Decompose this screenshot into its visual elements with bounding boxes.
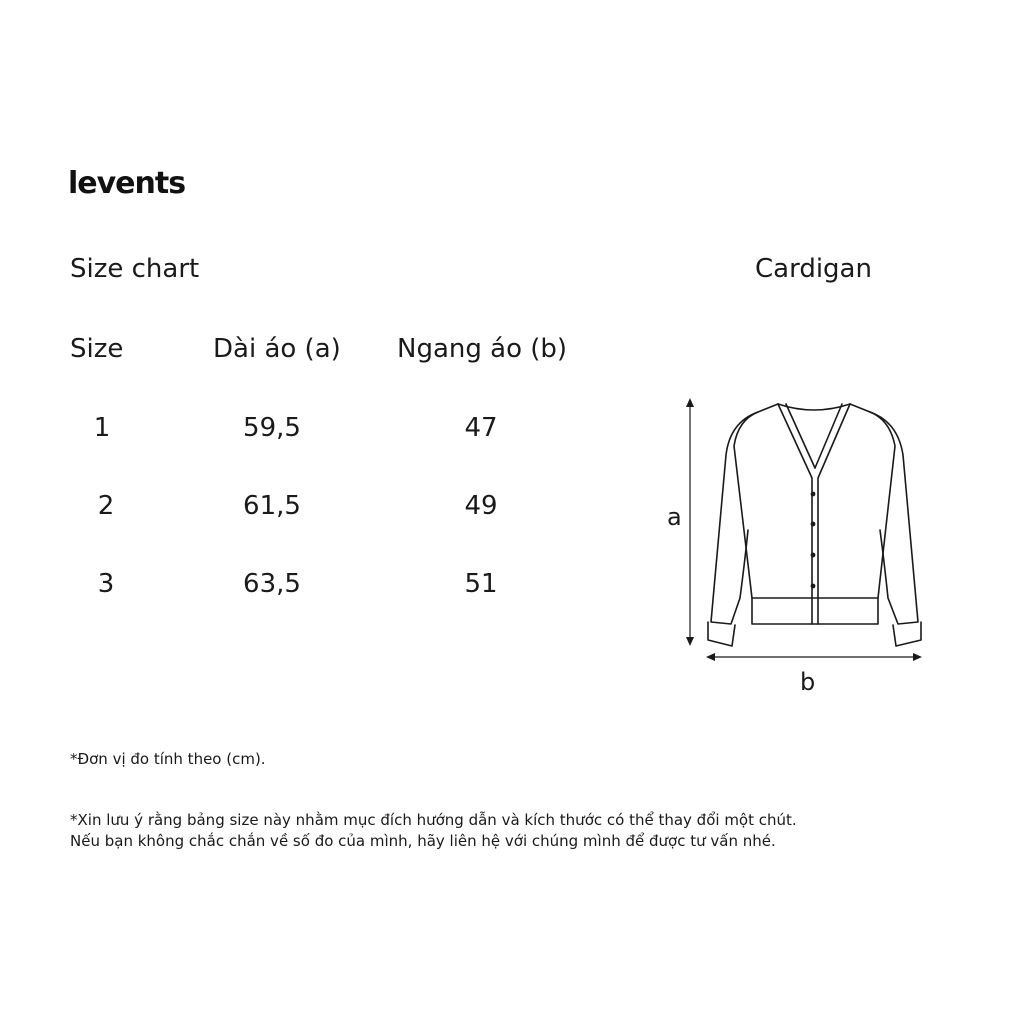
table-cell-length: 63,5 <box>243 569 301 599</box>
label-a: a <box>667 503 682 531</box>
button-icon <box>811 553 816 558</box>
cardigan-left-cuff <box>708 622 735 646</box>
button-icon <box>811 584 816 589</box>
arrow-head-left-icon <box>706 653 715 661</box>
cardigan-collar-left <box>778 404 812 624</box>
cardigan-right-cuff <box>893 622 921 646</box>
table-cell-size: 3 <box>97 569 115 599</box>
disclaimer-line-1: *Xin lưu ý rằng bảng size này nhằm mục đích hướng dẫn và kích thước có thể thay đổi một chút. <box>70 811 797 829</box>
product-name: Cardigan <box>755 254 872 284</box>
brand-logo: levents <box>68 166 186 201</box>
table-cell-size: 1 <box>93 413 111 443</box>
cardigan-collar-right <box>818 404 850 624</box>
arrow-head-down-icon <box>686 637 694 646</box>
button-icon <box>811 522 816 527</box>
label-b: b <box>800 668 816 696</box>
cardigan-diagram <box>660 390 930 700</box>
table-cell-length: 61,5 <box>243 491 301 521</box>
page-title: Size chart <box>70 254 200 284</box>
table-cell-size: 2 <box>97 491 115 521</box>
button-icon <box>811 492 816 497</box>
cardigan-neckline-inner-right <box>815 404 842 468</box>
table-cell-width: 49 <box>464 491 498 521</box>
arrow-head-right-icon <box>913 653 922 661</box>
header-width: Ngang áo (b) <box>397 334 568 364</box>
header-length: Dài áo (a) <box>213 334 341 364</box>
arrow-head-up-icon <box>686 398 694 407</box>
table-cell-width: 47 <box>464 413 498 443</box>
cardigan-neckline-inner-left <box>786 404 815 468</box>
unit-note: *Đơn vị đo tính theo (cm). <box>70 750 266 768</box>
table-cell-length: 59,5 <box>243 413 301 443</box>
table-cell-width: 51 <box>464 569 498 599</box>
cardigan-body <box>734 404 895 624</box>
header-size: Size <box>70 334 124 364</box>
disclaimer-line-2: Nếu bạn không chắc chắn về số đo của mình, hãy liên hệ với chúng mình để được tư vấn nhé. <box>70 832 776 850</box>
